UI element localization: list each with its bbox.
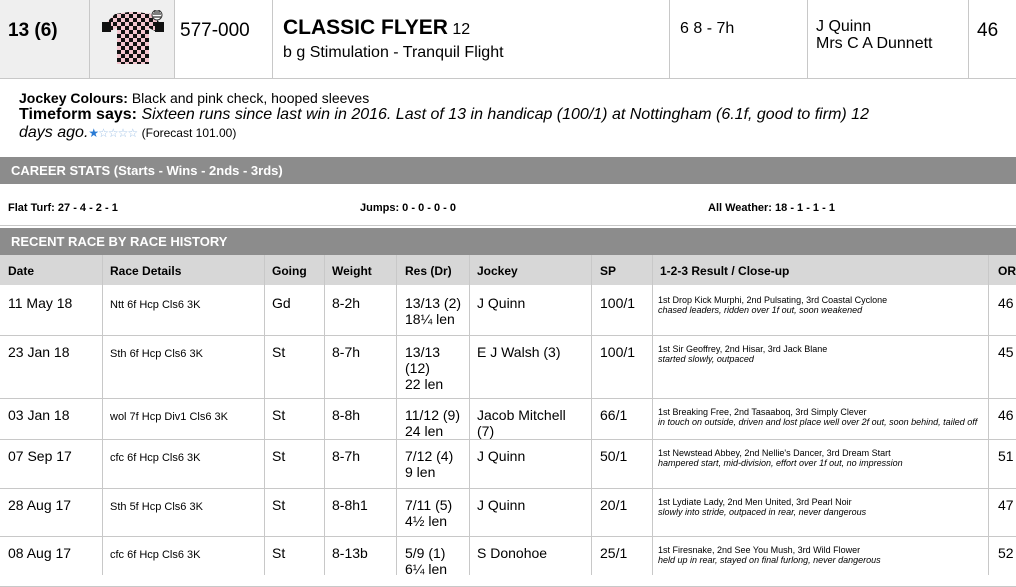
race-position (405, 497, 452, 529)
placings-text: 1st Sir Geoffrey, 2nd Hisar, 3rd Jack Blane (658, 344, 828, 354)
race-sp: 66/1 (600, 407, 628, 423)
race-going: St (272, 497, 286, 513)
race-sp: 25/1 (600, 545, 628, 561)
horse-breeding: b g Stimulation - Tranquil Flight (283, 44, 504, 61)
race-position (405, 295, 461, 327)
beaten-distance: 9 len (405, 464, 436, 480)
runner-header (0, 0, 1016, 79)
race-weight: 8-7h (332, 448, 361, 464)
race-weight: 8-2h (332, 295, 361, 311)
col-date[interactable]: Date (8, 264, 35, 278)
column-divider (324, 255, 325, 575)
race-result (658, 344, 993, 364)
col-weight[interactable]: Weight (332, 264, 372, 278)
star-filled-icon: ★ (88, 126, 99, 140)
column-divider (102, 255, 103, 575)
history-table-header (0, 255, 1016, 285)
jockey-silk-icon (101, 10, 165, 66)
race-sp: 100/1 (600, 344, 636, 360)
official-rating: 46 (977, 20, 999, 41)
race-jockey[interactable] (477, 407, 566, 439)
race-jockey[interactable] (477, 344, 561, 360)
race-going: St (272, 407, 286, 423)
race-details[interactable]: wol 7f Hcp Div1 Cls6 3K (110, 411, 228, 423)
placings-text: 1st Firesnake, 2nd See You Mush, 3rd Wild Flower (658, 545, 861, 555)
jockey-name[interactable]: J Quinn (477, 497, 526, 513)
col-result-draw[interactable]: Res (Dr) (405, 264, 452, 278)
forecast-price: (Forecast 101.00) (141, 126, 237, 140)
race-date: 03 Jan 18 (8, 407, 70, 423)
timeform-label: Timeform says: (19, 106, 137, 123)
race-going: St (272, 545, 286, 561)
table-row[interactable] (0, 488, 1016, 537)
race-position (405, 545, 447, 577)
horse-name-cell (273, 0, 670, 78)
closeup-comment: held up in rear, stayed on final furlong, never dangerous (658, 555, 881, 565)
race-jockey[interactable] (477, 545, 547, 561)
race-details[interactable]: Sth 5f Hcp Cls6 3K (110, 501, 203, 513)
beaten-distance: 4½ len (405, 513, 448, 529)
jockey-name[interactable]: (7) (477, 423, 495, 439)
column-divider (264, 255, 265, 575)
career-stats-row (0, 190, 1016, 226)
runner-number: 13 (6) (0, 0, 90, 78)
timeform-text: Sixteen runs since last win in 2016. Last of 13 in handicap (100/1) at Nottingham (6.1f, good to firm) 12 (141, 106, 869, 123)
race-or: 46 (998, 295, 1014, 311)
race-date: 11 May 18 (8, 295, 73, 311)
closeup-comment: hampered start, mid-division, effort over 1f out, no impression (658, 458, 903, 468)
jockey-trainer-cell (808, 0, 969, 78)
finish-position: 11/12 (9) (405, 407, 460, 423)
race-or: 45 (998, 344, 1014, 360)
runner-code: 577-000 (175, 0, 273, 78)
race-details[interactable]: cfc 6f Hcp Cls6 3K (110, 549, 201, 561)
race-result (658, 497, 993, 517)
race-going: St (272, 344, 286, 360)
race-or: 52 (998, 545, 1014, 561)
race-jockey[interactable] (477, 497, 525, 513)
race-details[interactable]: cfc 6f Hcp Cls6 3K (110, 452, 201, 464)
race-position (405, 448, 453, 480)
race-weight: 8-7h (332, 344, 361, 360)
jockey-name[interactable]: J Quinn (477, 448, 526, 464)
jockey-name[interactable]: Jacob Mitchell (477, 407, 566, 423)
finish-position: (12) (405, 360, 430, 376)
table-row[interactable] (0, 536, 1016, 587)
beaten-distance: 6¼ len (405, 561, 448, 577)
horse-weight: 6 8 - 7h (670, 0, 808, 78)
race-or: 47 (998, 497, 1014, 513)
placings-text: 1st Drop Kick Murphi, 2nd Pulsating, 3rd Coastal Cyclone (658, 295, 888, 305)
race-position (405, 407, 460, 439)
col-result-closeup[interactable]: 1-2-3 Result / Close-up (660, 264, 790, 278)
finish-position: 7/12 (4) (405, 448, 454, 464)
col-jockey[interactable]: Jockey (477, 264, 518, 278)
column-divider (396, 255, 397, 575)
jockey-name[interactable]: J Quinn (477, 295, 526, 311)
race-result (658, 448, 993, 468)
race-jockey[interactable] (477, 448, 525, 464)
finish-position: 7/11 (5) (405, 497, 453, 513)
table-row[interactable] (0, 286, 1016, 336)
placings-text: 1st Breaking Free, 2nd Tasaaboq, 3rd Simply Clever (658, 407, 867, 417)
timeform-text-cont: days ago. (19, 124, 89, 141)
col-going[interactable]: Going (272, 264, 307, 278)
colours-label: Jockey Colours: (19, 90, 128, 106)
col-sp[interactable]: SP (600, 264, 617, 278)
race-going: St (272, 448, 286, 464)
jumps-stats: Jumps: 0 - 0 - 0 - 0 (360, 202, 456, 214)
column-divider (652, 255, 653, 575)
horse-name[interactable]: CLASSIC FLYER (283, 16, 448, 39)
column-divider (469, 255, 470, 575)
race-sp: 100/1 (600, 295, 636, 311)
race-weight: 8-8h1 (332, 497, 368, 513)
placings-text: 1st Newstead Abbey, 2nd Nellie's Dancer, 3rd Dream Start (658, 448, 891, 458)
race-or: 46 (998, 407, 1014, 423)
race-result (658, 407, 993, 427)
runner-info (0, 80, 1010, 142)
flat-turf-stats: Flat Turf: 27 - 4 - 2 - 1 (8, 202, 118, 214)
race-date: 23 Jan 18 (8, 344, 70, 360)
closeup-comment: chased leaders, ridden over 1f out, soon weakened (658, 305, 863, 315)
finish-position: 13/13 (405, 344, 441, 360)
trainer-name[interactable]: Mrs C A Dunnett (816, 35, 933, 52)
race-date: 08 Aug 17 (8, 545, 72, 561)
race-date: 28 Aug 17 (8, 497, 72, 513)
beaten-distance: 18¼ len (405, 311, 455, 327)
col-race-details[interactable]: Race Details (110, 264, 182, 278)
silk-cell (90, 0, 175, 78)
star-rating-icon (88, 126, 137, 140)
race-result (658, 295, 993, 315)
finish-position: 5/9 (1) (405, 545, 446, 561)
table-row[interactable] (0, 439, 1016, 489)
race-weight: 8-8h (332, 407, 361, 423)
finish-position: 13/13 (2) (405, 295, 462, 311)
race-sp: 20/1 (600, 497, 628, 513)
star-empty-icon: ☆☆☆☆ (98, 126, 138, 140)
race-details[interactable]: Sth 6f Hcp Cls6 3K (110, 348, 203, 360)
race-details[interactable]: Ntt 6f Hcp Cls6 3K (110, 299, 201, 311)
all-weather-stats: All Weather: 18 - 1 - 1 - 1 (708, 202, 835, 214)
race-weight: 8-13b (332, 545, 368, 561)
column-divider (591, 255, 592, 575)
race-history-heading: RECENT RACE BY RACE HISTORY (0, 228, 1016, 255)
race-or: 51 (998, 448, 1014, 464)
beaten-distance: 22 len (405, 376, 444, 392)
beaten-distance: 24 len (405, 423, 444, 439)
column-divider (988, 255, 989, 575)
jockey-name[interactable]: J Quinn (816, 18, 872, 35)
race-position (405, 344, 443, 392)
race-going: Gd (272, 295, 291, 311)
colours-text: Black and pink check, hooped sleeves (131, 90, 370, 106)
race-sp: 50/1 (600, 448, 628, 464)
table-row[interactable] (0, 398, 1016, 440)
placings-text: 1st Lydiate Lady, 2nd Men United, 3rd Pearl Noir (658, 497, 852, 507)
jockey-name[interactable]: S Donohoe (477, 545, 548, 561)
jockey-name[interactable]: E J Walsh (3) (477, 344, 561, 360)
col-or[interactable]: OR (998, 264, 1016, 278)
career-stats-heading: CAREER STATS (Starts - Wins - 2nds - 3rds) (0, 157, 1016, 184)
race-result (658, 545, 993, 565)
closeup-comment: in touch on outside, driven and lost place well over 2f out, soon behind, tailed off (658, 417, 978, 427)
closeup-comment: slowly into stride, outpaced in rear, never dangerous (658, 507, 867, 517)
table-row[interactable] (0, 335, 1016, 399)
horse-age: 12 (452, 21, 471, 38)
race-jockey[interactable] (477, 295, 525, 311)
race-date: 07 Sep 17 (8, 448, 72, 464)
closeup-comment: started slowly, outpaced (658, 354, 754, 364)
